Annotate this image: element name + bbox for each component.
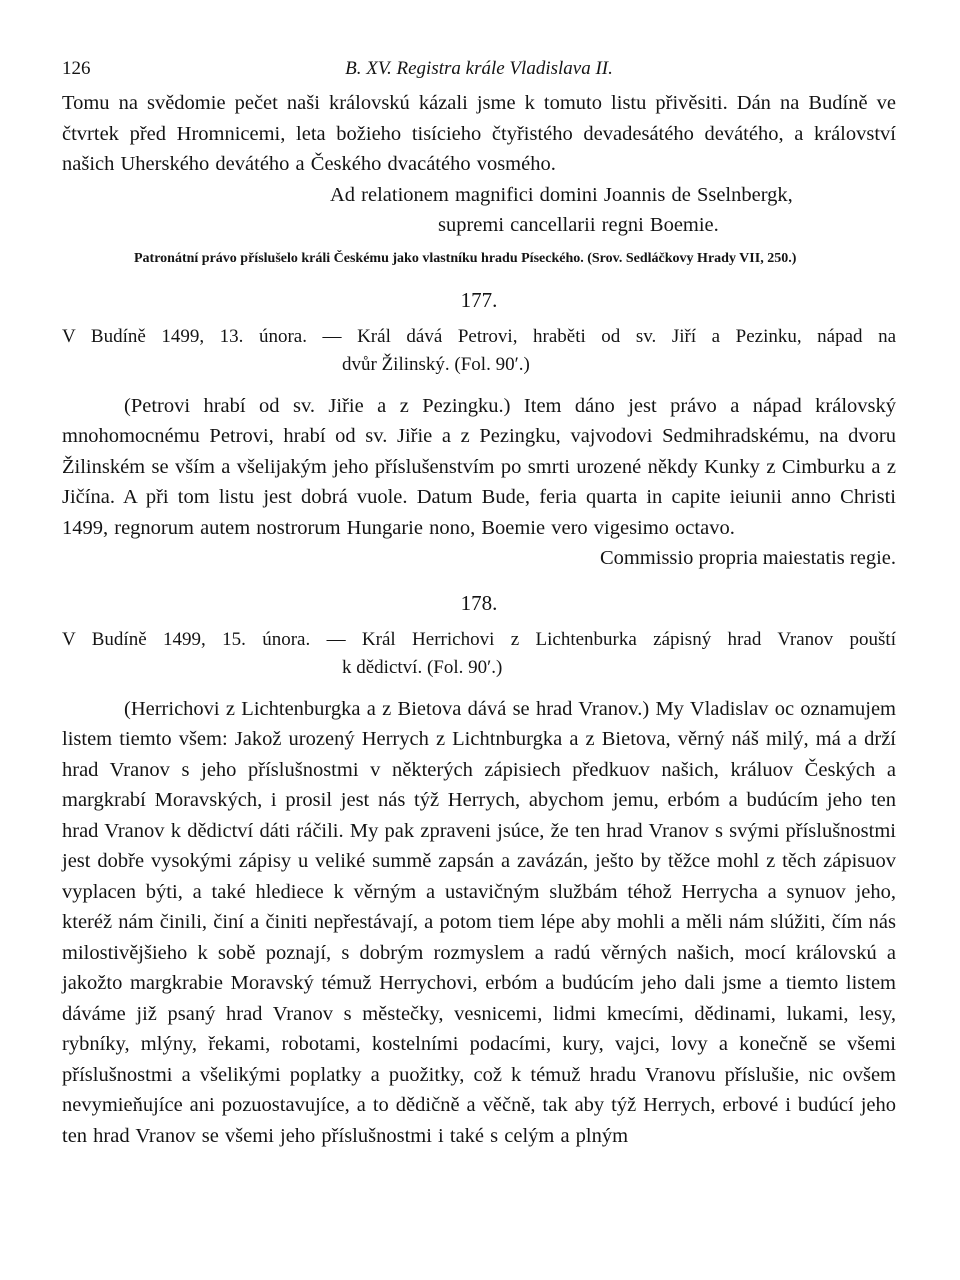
intro-signature-line-2: supremi cancellarii regni Boemie. <box>438 214 719 236</box>
document-regest <box>62 626 896 682</box>
intro-note: Patronátní právo příslušelo králi Českému jako vlastníku hradu Píseckého. (Srov. Sedláčkovy Hrady VII, 250.) <box>134 250 797 266</box>
page-number: 126 <box>62 58 91 79</box>
regest-line-2: dvůr Žilinský. (Fol. 90′.) <box>342 353 530 375</box>
running-title: B. XV. Registra krále Vladislava II. <box>345 58 613 79</box>
regest-line-1: V Budíně 1499, 13. února. — Král dává Petrovi, hraběti od sv. Jiří a Pezinku, nápad na <box>62 325 896 347</box>
regest-line-2: k dědictví. (Fol. 90′.) <box>342 656 503 678</box>
document-text: (Herrichovi z Lichtenburgka a z Bietova dává se hrad Vranov.) My Vladislav oc oznamujem listem tiemto všem: Jakož urozený Herrych z Lichtnburgka a z Bietova, věrný náš milý, má a drží hrad Vranov s jeho příslušnostmi v některých zápisiech předkuov našich, králuov Českých a margkrabí Moravských, i prosil jest nás týž Herrych, abychom jemu, erbóm a budúcím jeho ten hrad Vranov k dědictví dáti ráčili. My pak zpraveni jsúce, že ten hrad Vranov s svými příslušnostmi jest dobře vysokými zápisy u veliké summě zapsán a zavázán, ješto by těžce mohl z těch zápisuov vyplacen býti, a také hlediece k věrným a ustavičným službám téhož Herrycha a synuov jeho, kteréž nám činili, činí a činiti nepřestávají, a potom tiem lépe aby mohli a měli nám slúžiti, čím nás milostivějšieho k sobě poznají, s dobrým rozmyslem a radú věrných našich, mocí královskú a jakožto margkrabie Moravský témuž Herrychovi, erbóm a budúcím jeho dali jsme a tiemto listem dáváme již psaný hrad Vranov s městečky, vesnicemi, lidmi kmecími, dědinami, lukami, lesy, rybníky, mlýny, řekami, robotami, kostelními podacími, kury, vajci, lovy a konečně se všemi příslušnostmi a všelikými poplatky a puožitky, což k témuž hradu Vranovu příslušie, nic ovšem nevymieňujíce ani pozuostavujíce, a to dědičně a věčně, tak aby týž Herrych, erbové i budúcí jeho ten hrad Vranov se všemi jeho příslušnostmi i také s celým a plným <box>62 697 896 1147</box>
document-page <box>62 58 896 1151</box>
document-177 <box>62 285 896 574</box>
intro-signature-line-1: Ad relationem magnifici domini Joannis de Sselnbergk, <box>330 183 793 206</box>
page-header <box>62 58 896 88</box>
document-178 <box>62 588 896 1152</box>
document-number: 178. <box>460 590 498 615</box>
intro-paragraph: Tomu na svědomie pečet naši královskú kázali jsme k tomuto listu přivěsiti. Dán na Budíně ve čtvrtek před Hromnicemi, leta božieho tisícieho čtyřistého devadesátého devátého, a království našich Uherského devátého a Českého dvacátého vosmého. <box>62 92 896 175</box>
document-signature: Commissio propria maiestatis regie. <box>599 547 896 569</box>
regest-line-1: V Budíně 1499, 15. února. — Král Herrichovi z Lichtenburka zápisný hrad Vranov pouští <box>62 628 896 650</box>
document-regest <box>62 323 896 379</box>
document-text: (Petrovi hrabí od sv. Jiřie a z Pezingku.) Item dáno jest právo a nápad královský mnohomocnému Petrovi, hrabí od sv. Jiřie a z Pezingku, vajvodovi Sedmihradskému, na dvoru Žilinském se vším a všelijakým jeho příslušenstvím po smrti urozené někdy Kunky z Cimburku a z Jičína. A při tom listu jest dobrá vuole. Datum Bude, feria quarta in capite ieiunii anno Christi 1499, regnorum autem nostrorum Hungarie nono, Boemie vero vigesimo octavo. <box>62 394 896 539</box>
document-number: 177. <box>460 287 498 312</box>
